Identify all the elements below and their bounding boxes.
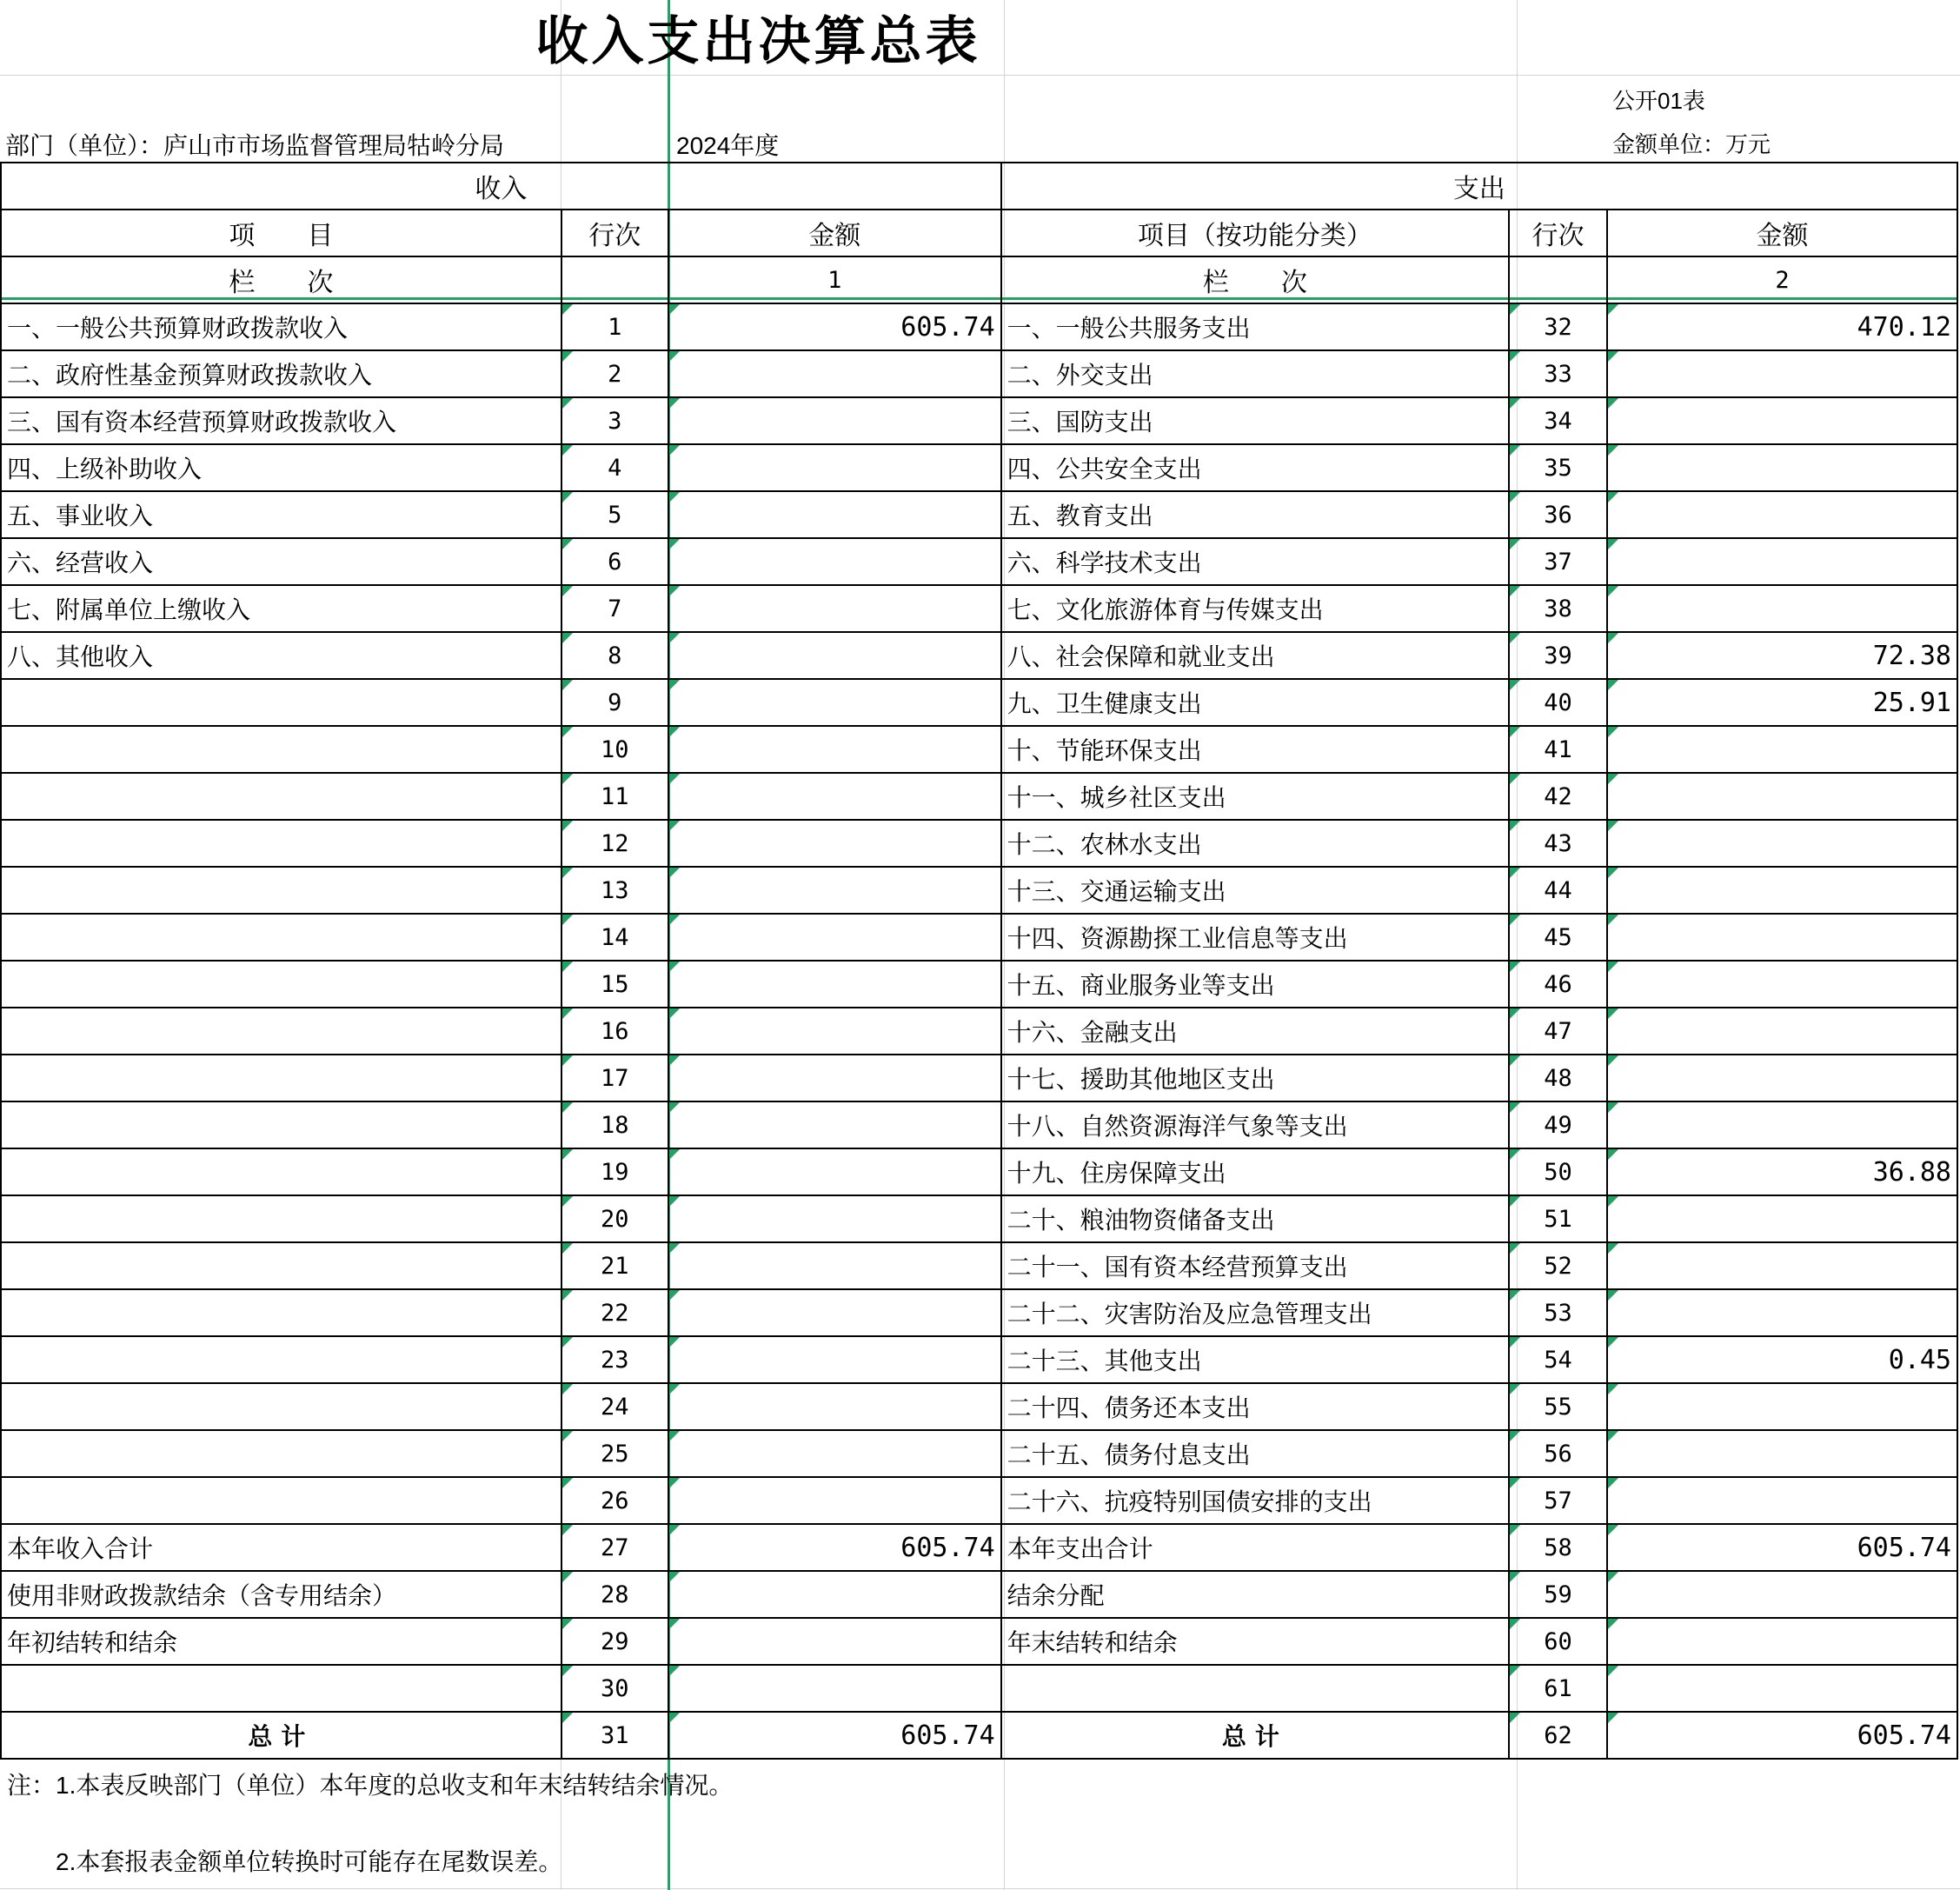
table-row (1, 538, 1957, 585)
income-row-number-cell: 6 (561, 538, 668, 585)
table-row (1, 773, 1957, 820)
expenditure-row-number-cell: 37 (1509, 538, 1607, 585)
income-item-cell (1, 820, 561, 867)
expenditure-amount-cell (1607, 1383, 1957, 1430)
table-row (1, 726, 1957, 773)
table-row (1, 679, 1957, 726)
income-row-number-cell: 22 (561, 1289, 668, 1336)
income-item-cell (1, 961, 561, 1008)
income-item-cell: 七、附属单位上缴收入 (1, 585, 561, 632)
income-row-number-cell: 23 (561, 1336, 668, 1383)
expenditure-amount-cell (1607, 538, 1957, 585)
expenditure-amount-cell (1607, 1665, 1957, 1712)
income-item-cell: 五、事业收入 (1, 491, 561, 538)
expenditure-item-cell: 十、节能环保支出 (1001, 726, 1509, 773)
income-row-number-cell: 29 (561, 1618, 668, 1665)
table-row (1, 1336, 1957, 1383)
income-row-number-cell: 30 (561, 1665, 668, 1712)
grid-row-line (0, 1888, 1960, 1889)
income-amount-cell (668, 538, 1001, 585)
income-row-number-cell: 8 (561, 632, 668, 679)
income-row-number-cell: 18 (561, 1101, 668, 1148)
income-amount-cell (668, 1665, 1001, 1712)
income-amount-cell (668, 1571, 1001, 1618)
expenditure-item-cell (1001, 1665, 1509, 1712)
expenditure-row-number-cell: 36 (1509, 491, 1607, 538)
income-item-cell (1, 1430, 561, 1477)
expenditure-row-number-cell: 51 (1509, 1195, 1607, 1242)
expenditure-item-cell: 二十、粮油物资储备支出 (1001, 1195, 1509, 1242)
table-row (1, 585, 1957, 632)
expenditure-amount-cell (1607, 773, 1957, 820)
income-row-number-cell: 3 (561, 397, 668, 444)
fiscal-year: 2024年度 (676, 132, 780, 159)
income-item-cell (1, 867, 561, 914)
income-item-cell: 年初结转和结余 (1, 1618, 561, 1665)
expenditure-row-number-cell: 52 (1509, 1242, 1607, 1289)
expenditure-item-cell: 五、教育支出 (1001, 491, 1509, 538)
expenditure-row-number-cell: 34 (1509, 397, 1607, 444)
expenditure-amount-cell: 36.88 (1607, 1148, 1957, 1195)
table-row (1, 1477, 1957, 1524)
table-row (1, 1008, 1957, 1055)
expenditure-amount-cell: 605.74 (1607, 1524, 1957, 1571)
expenditure-row-number-cell: 44 (1509, 867, 1607, 914)
expenditure-amount-cell (1607, 961, 1957, 1008)
income-item-cell (1, 1195, 561, 1242)
income-row-number-cell: 16 (561, 1008, 668, 1055)
expenditure-amount-cell: 72.38 (1607, 632, 1957, 679)
expenditure-item-cell: 年末结转和结余 (1001, 1618, 1509, 1665)
expenditure-row-number-cell: 54 (1509, 1336, 1607, 1383)
table-row (1, 1571, 1957, 1618)
expenditure-row-number-cell: 33 (1509, 350, 1607, 397)
expenditure-amount-cell (1607, 491, 1957, 538)
income-amount-cell (668, 1336, 1001, 1383)
income-item-cell (1, 1665, 561, 1712)
income-row-number-cell: 14 (561, 914, 668, 961)
department-line: 部门（单位）：庐山市市场监督管理局牯岭分局 (5, 132, 505, 159)
income-item-cell: 六、经营收入 (1, 538, 561, 585)
income-item-cell (1, 726, 561, 773)
expenditure-item-cell: 九、卫生健康支出 (1001, 679, 1509, 726)
page-title: 收入支出决算总表 (535, 11, 981, 72)
income-item-cell: 八、其他收入 (1, 632, 561, 679)
expenditure-item-cell: 六、科学技术支出 (1001, 538, 1509, 585)
expenditure-row-number-cell: 48 (1509, 1055, 1607, 1101)
table-row (1, 303, 1957, 350)
income-row-number-cell: 31 (561, 1712, 668, 1759)
income-row-number-cell: 1 (561, 303, 668, 350)
expenditure-amount-cell: 470.12 (1607, 303, 1957, 350)
expenditure-row-number-cell: 35 (1509, 444, 1607, 491)
income-item-cell: 二、政府性基金预算财政拨款收入 (1, 350, 561, 397)
income-rownum-header: 行次 (561, 210, 668, 256)
expenditure-amount-cell: 0.45 (1607, 1336, 1957, 1383)
expenditure-row-number-cell: 47 (1509, 1008, 1607, 1055)
expenditure-item-cell: 四、公共安全支出 (1001, 444, 1509, 491)
table-row (1, 1195, 1957, 1242)
income-row-number-cell: 19 (561, 1148, 668, 1195)
expenditure-item-cell: 结余分配 (1001, 1571, 1509, 1618)
income-row-number-cell: 25 (561, 1430, 668, 1477)
expenditure-item-cell: 七、文化旅游体育与传媒支出 (1001, 585, 1509, 632)
expenditure-col-blank (1509, 256, 1607, 303)
expenditure-row-number-cell: 53 (1509, 1289, 1607, 1336)
expenditure-amount-cell (1607, 1101, 1957, 1148)
expenditure-amount-cell (1607, 1289, 1957, 1336)
table-row (1, 1148, 1957, 1195)
income-amount-cell (668, 679, 1001, 726)
table-column-number-row (1, 256, 1957, 303)
expenditure-amount-cell (1607, 726, 1957, 773)
table-row (1, 1242, 1957, 1289)
expenditure-row-number-cell: 46 (1509, 961, 1607, 1008)
expenditure-row-number-cell: 42 (1509, 773, 1607, 820)
income-amount-cell: 605.74 (668, 1524, 1001, 1571)
income-item-cell (1, 773, 561, 820)
expenditure-item-cell: 二十二、灾害防治及应急管理支出 (1001, 1289, 1509, 1336)
income-col-label: 栏 次 (1, 256, 561, 303)
income-amount-cell (668, 961, 1001, 1008)
table-row (1, 632, 1957, 679)
income-row-number-cell: 5 (561, 491, 668, 538)
table-row (1, 820, 1957, 867)
income-amount-cell (668, 397, 1001, 444)
income-item-cell (1, 914, 561, 961)
expenditure-amount-cell (1607, 914, 1957, 961)
expenditure-amount-cell (1607, 1055, 1957, 1101)
income-amount-cell (668, 867, 1001, 914)
income-item-cell (1, 1055, 561, 1101)
income-amount-cell (668, 1242, 1001, 1289)
income-item-cell: 四、上级补助收入 (1, 444, 561, 491)
income-item-cell (1, 1242, 561, 1289)
table-row (1, 397, 1957, 444)
table-row (1, 1055, 1957, 1101)
expenditure-item-cell: 总计 (1001, 1712, 1509, 1759)
income-row-number-cell: 24 (561, 1383, 668, 1430)
expenditure-item-cell: 二十六、抗疫特别国债安排的支出 (1001, 1477, 1509, 1524)
income-amount-header: 金额 (668, 210, 1001, 256)
income-amount-cell: 605.74 (668, 303, 1001, 350)
expenditure-row-number-cell: 43 (1509, 820, 1607, 867)
table-row (1, 1430, 1957, 1477)
expenditure-row-number-cell: 39 (1509, 632, 1607, 679)
expenditure-item-cell: 十七、援助其他地区支出 (1001, 1055, 1509, 1101)
income-amount-cell (668, 1383, 1001, 1430)
expenditure-amount-cell (1607, 1571, 1957, 1618)
income-amount-cell (668, 632, 1001, 679)
expenditure-row-number-cell: 55 (1509, 1383, 1607, 1430)
expenditure-amount-cell (1607, 867, 1957, 914)
expenditure-amount-cell: 25.91 (1607, 679, 1957, 726)
income-item-cell (1, 679, 561, 726)
expenditure-row-number-cell: 58 (1509, 1524, 1607, 1571)
income-amount-cell (668, 914, 1001, 961)
income-item-cell (1, 1101, 561, 1148)
expenditure-item-cell: 二十一、国有资本经营预算支出 (1001, 1242, 1509, 1289)
expenditure-amount-cell (1607, 1430, 1957, 1477)
income-amount-cell (668, 1477, 1001, 1524)
table-group-header-row (1, 163, 1957, 210)
income-amount-cell (668, 726, 1001, 773)
income-item-cell (1, 1289, 561, 1336)
expenditure-row-number-cell: 40 (1509, 679, 1607, 726)
income-row-number-cell: 21 (561, 1242, 668, 1289)
expenditure-item-cell: 二十四、债务还本支出 (1001, 1383, 1509, 1430)
expenditure-col-label: 栏 次 (1001, 256, 1509, 303)
income-row-number-cell: 15 (561, 961, 668, 1008)
income-row-number-cell: 26 (561, 1477, 668, 1524)
table-row (1, 867, 1957, 914)
table-row (1, 914, 1957, 961)
table-row (1, 444, 1957, 491)
expenditure-item-cell: 八、社会保障和就业支出 (1001, 632, 1509, 679)
expenditure-item-cell: 十二、农林水支出 (1001, 820, 1509, 867)
income-item-cell: 总计 (1, 1712, 561, 1759)
form-code: 公开01表 (1612, 88, 1705, 114)
income-row-number-cell: 20 (561, 1195, 668, 1242)
table-row (1, 491, 1957, 538)
income-amount-cell (668, 1289, 1001, 1336)
expenditure-amount-cell (1607, 585, 1957, 632)
expenditure-item-header: 项目（按功能分类） (1001, 210, 1509, 256)
income-item-cell (1, 1336, 561, 1383)
income-amount-cell: 605.74 (668, 1712, 1001, 1759)
table-row (1, 1289, 1957, 1336)
table-row (1, 1101, 1957, 1148)
income-amount-cell (668, 1101, 1001, 1148)
budget-table (0, 162, 1958, 1760)
income-amount-cell (668, 1148, 1001, 1195)
income-row-number-cell: 7 (561, 585, 668, 632)
income-row-number-cell: 27 (561, 1524, 668, 1571)
expenditure-item-cell: 本年支出合计 (1001, 1524, 1509, 1571)
grid-row-line (0, 75, 1960, 76)
expenditure-item-cell: 十八、自然资源海洋气象等支出 (1001, 1101, 1509, 1148)
income-amount-cell (668, 1618, 1001, 1665)
table-row (1, 1712, 1957, 1759)
expenditure-col-number: 2 (1607, 256, 1957, 303)
expenditure-row-number-cell: 49 (1509, 1101, 1607, 1148)
expenditure-item-cell: 十三、交通运输支出 (1001, 867, 1509, 914)
income-row-number-cell: 10 (561, 726, 668, 773)
expenditure-amount-cell (1607, 444, 1957, 491)
income-amount-cell (668, 1195, 1001, 1242)
income-item-cell (1, 1008, 561, 1055)
income-amount-cell (668, 773, 1001, 820)
expenditure-amount-cell (1607, 397, 1957, 444)
expenditure-amount-cell (1607, 350, 1957, 397)
expenditure-row-number-cell: 57 (1509, 1477, 1607, 1524)
income-row-number-cell: 17 (561, 1055, 668, 1101)
expenditure-item-cell: 十六、金融支出 (1001, 1008, 1509, 1055)
income-item-cell (1, 1477, 561, 1524)
expenditure-item-cell: 十五、商业服务业等支出 (1001, 961, 1509, 1008)
expenditure-row-number-cell: 50 (1509, 1148, 1607, 1195)
note-line-1: 注：1.本表反映部门（单位）本年度的总收支和年末结转结余情况。 (7, 1772, 734, 1799)
expenditure-item-cell: 十四、资源勘探工业信息等支出 (1001, 914, 1509, 961)
income-col-number: 1 (668, 256, 1001, 303)
income-col-blank (561, 256, 668, 303)
expenditure-rownum-header: 行次 (1509, 210, 1607, 256)
income-amount-cell (668, 1430, 1001, 1477)
income-amount-cell (668, 444, 1001, 491)
expenditure-item-cell: 三、国防支出 (1001, 397, 1509, 444)
amount-unit-note: 金额单位：万元 (1612, 131, 1771, 157)
expenditure-amount-header: 金额 (1607, 210, 1957, 256)
expenditure-amount-cell (1607, 1242, 1957, 1289)
expenditure-item-cell: 十九、住房保障支出 (1001, 1148, 1509, 1195)
table-row (1, 961, 1957, 1008)
expenditure-amount-cell: 605.74 (1607, 1712, 1957, 1759)
expenditure-amount-cell (1607, 1477, 1957, 1524)
expenditure-item-cell: 二十三、其他支出 (1001, 1336, 1509, 1383)
income-item-cell: 使用非财政拨款结余（含专用结余） (1, 1571, 561, 1618)
expenditure-row-number-cell: 59 (1509, 1571, 1607, 1618)
table-row (1, 1524, 1957, 1571)
expenditure-row-number-cell: 45 (1509, 914, 1607, 961)
table-row (1, 1665, 1957, 1712)
table-column-header-row (1, 210, 1957, 256)
income-amount-cell (668, 820, 1001, 867)
expenditure-amount-cell (1607, 1618, 1957, 1665)
income-item-cell (1, 1383, 561, 1430)
expenditure-item-cell: 二十五、债务付息支出 (1001, 1430, 1509, 1477)
expenditure-row-number-cell: 41 (1509, 726, 1607, 773)
expenditure-row-number-cell: 56 (1509, 1430, 1607, 1477)
income-item-cell (1, 1148, 561, 1195)
income-row-number-cell: 13 (561, 867, 668, 914)
expenditure-row-number-cell: 62 (1509, 1712, 1607, 1759)
expenditure-row-number-cell: 61 (1509, 1665, 1607, 1712)
expenditure-amount-cell (1607, 820, 1957, 867)
table-row (1, 1618, 1957, 1665)
income-amount-cell (668, 585, 1001, 632)
expenditure-row-number-cell: 38 (1509, 585, 1607, 632)
table-row (1, 1383, 1957, 1430)
income-amount-cell (668, 350, 1001, 397)
expenditure-item-cell: 一、一般公共服务支出 (1001, 303, 1509, 350)
income-row-number-cell: 4 (561, 444, 668, 491)
income-item-cell: 本年收入合计 (1, 1524, 561, 1571)
expenditure-amount-cell (1607, 1195, 1957, 1242)
income-amount-cell (668, 1055, 1001, 1101)
income-item-cell: 三、国有资本经营预算财政拨款收入 (1, 397, 561, 444)
income-item-header: 项 目 (1, 210, 561, 256)
income-row-number-cell: 12 (561, 820, 668, 867)
expenditure-item-cell: 十一、城乡社区支出 (1001, 773, 1509, 820)
income-group-header: 收入 (1, 163, 1001, 210)
income-amount-cell (668, 1008, 1001, 1055)
income-row-number-cell: 11 (561, 773, 668, 820)
expenditure-item-cell: 二、外交支出 (1001, 350, 1509, 397)
note-line-2: 2.本套报表金额单位转换时可能存在尾数误差。 (56, 1848, 563, 1875)
income-row-number-cell: 9 (561, 679, 668, 726)
expenditure-amount-cell (1607, 1008, 1957, 1055)
income-amount-cell (668, 491, 1001, 538)
income-item-cell: 一、一般公共预算财政拨款收入 (1, 303, 561, 350)
expenditure-row-number-cell: 60 (1509, 1618, 1607, 1665)
income-row-number-cell: 2 (561, 350, 668, 397)
expenditure-group-header: 支出 (1001, 163, 1957, 210)
income-row-number-cell: 28 (561, 1571, 668, 1618)
expenditure-row-number-cell: 32 (1509, 303, 1607, 350)
table-row (1, 350, 1957, 397)
